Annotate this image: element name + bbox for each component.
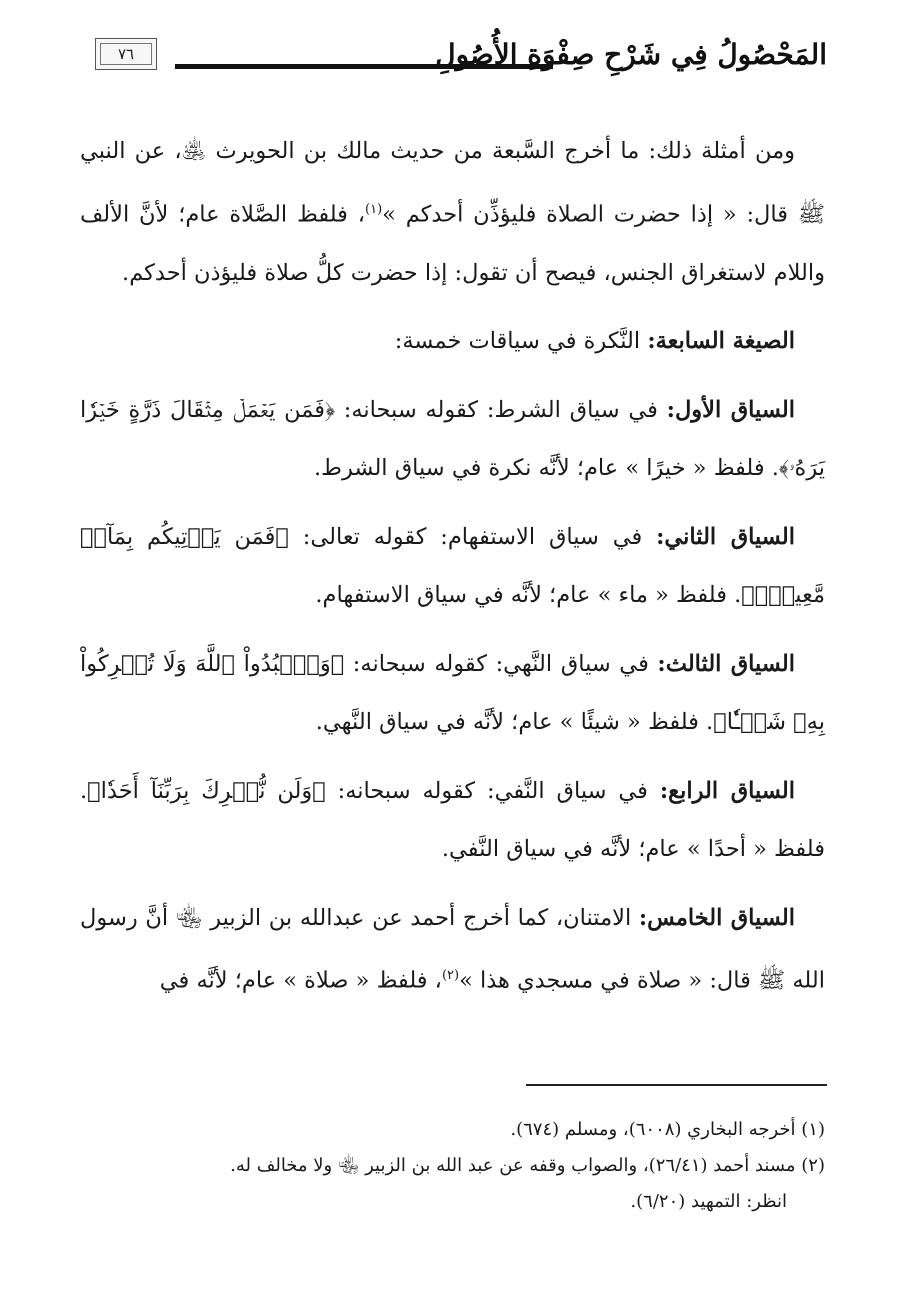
paragraph-context-4: السياق الرابع: في سياق النَّفي: كقوله سبحانه: ﴿وَلَن نُّشۡرِكَ بِرَبِّنَآ أَحَدٗا﴾. فلفظ « أحدًا » عام؛ لأنَّه في سياق النَّفي. (80, 777, 825, 862)
paragraph-seventh-form: الصيغة السابعة: النَّكرة في سياقات خمسة: (394, 328, 795, 354)
footnote-1: (١) أخرجه البخاري (٦٠٠٨)، ومسلم (٦٧٤). (510, 1119, 825, 1140)
footnote-2: (٢) مسند أحمد (٢٦/٤١)، والصواب وقفه عن عبد الله بن الزبير ﵄ ولا مخالف له. (230, 1155, 825, 1176)
paragraph-context-1: السياق الأول: في سياق الشرط: كقوله سبحانه: ﴿فَمَن يَعۡمَلۡ مِثۡقَالَ ذَرَّةٍ خَيۡرٗا يَرَهُۥ﴾. فلفظ « خيرًا » عام؛ لأنَّه نكرة في سياق الشرط. (80, 396, 825, 481)
heading-context-1: السياق الأول: (666, 396, 795, 423)
book-title: المَحْصُولُ فِي شَرْحِ صِفْوَةِ الأُصُولِ (435, 38, 827, 71)
footnotes (80, 1112, 825, 1220)
page-header (85, 30, 827, 90)
main-text (80, 122, 825, 1010)
paragraph-context-5: السياق الخامس: الامتنان، كما أخرج أحمد عن عبدالله بن الزبير ﵄ أنَّ رسول الله ﷺ قال: « صلاة في مسجدي هذا »$^{(٢)}$، فلفظ « صلاة » عام؛ لأنَّه في (80, 904, 825, 994)
paragraph-context-3: السياق الثالث: في سياق النَّهي: كقوله سبحانه: ﴿وَٱعۡبُدُواْ ٱللَّهَ وَلَا تُشۡرِكُواْ بِهِۦ شَيۡـٔٗا﴾. فلفظ « شيئًا » عام؛ لأنَّه في سياق النَّهي. (80, 650, 825, 735)
heading-context-3: السياق الثالث: (657, 650, 795, 677)
page-number: ٧٦ (117, 45, 135, 63)
heading-seventh-form: الصيغة السابعة: (647, 328, 795, 354)
heading-context-4: السياق الرابع: (659, 777, 795, 804)
page-number-badge (95, 38, 157, 70)
footnote-2-continued: انظر: التمهيد (٦/٢٠). (630, 1191, 787, 1212)
paragraph-context-2: السياق الثاني: في سياق الاستفهام: كقوله تعالى: ﴿فَمَن يَأۡتِيكُم بِمَآءٖ مَّعِينِۭ﴾. فلفظ « ماء » عام؛ لأنَّه في سياق الاستفهام. (80, 523, 825, 608)
heading-context-2: السياق الثاني: (656, 523, 795, 550)
footnote-ref-2: (٢) (441, 968, 460, 983)
heading-context-5: السياق الخامس: (638, 904, 795, 931)
footnote-ref-1: (١) (365, 201, 383, 217)
footnote-separator (526, 1084, 827, 1086)
paragraph-examples: ومن أمثلة ذلك: ما أخرج السَّبعة من حديث مالك بن الحويرث ﵁، عن النبي ﷺ قال: « إذا حضرت الصلاة فليؤذِّن أحدكم »$^{(١)}$، فلفظ الصَّلاة عام؛ لأنَّ الألف واللام لاستغراق الجنس، فيصح أن تقول: إذا حضرت كلُّ صلاة فليؤذن أحدكم. (80, 138, 825, 286)
